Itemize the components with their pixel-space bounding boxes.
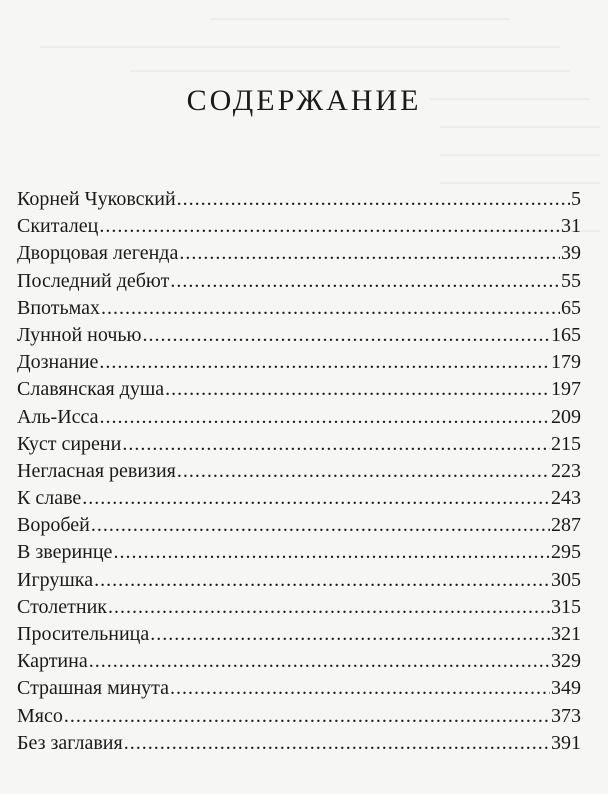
toc-entry-title: Столетник	[17, 595, 108, 618]
toc-entry[interactable]	[17, 213, 581, 240]
toc-entry-page: 305	[551, 568, 581, 591]
toc-entry[interactable]	[17, 539, 581, 566]
toc-entry-title: Дознание	[17, 351, 99, 374]
toc-entry[interactable]	[17, 458, 581, 485]
dot-leader	[101, 295, 560, 322]
toc-entry-page: 321	[551, 623, 581, 645]
toc-entry-page: 197	[551, 378, 581, 401]
dot-leader	[142, 322, 550, 349]
dot-leader	[99, 349, 550, 376]
dot-leader	[124, 730, 550, 757]
toc-entry-title: Куст сирени	[17, 432, 122, 455]
dot-leader	[177, 186, 570, 213]
toc-entry-page: 55	[561, 269, 581, 292]
toc-entry[interactable]	[17, 730, 581, 757]
toc-entry-page: 315	[551, 595, 581, 618]
toc-entry-title: Без заглавия	[17, 731, 123, 754]
dot-leader	[108, 594, 550, 621]
page-title: СОДЕРЖАНИЕ	[186, 84, 422, 117]
toc-entry[interactable]	[17, 675, 581, 702]
toc-entry-title: Славянская душа	[17, 378, 165, 401]
toc-entry-page: 349	[551, 677, 581, 700]
toc-entry[interactable]	[17, 268, 581, 295]
toc-entry-title: Последний дебют	[17, 269, 170, 292]
toc-entry-title: Страшная минута	[17, 677, 170, 700]
toc-entry-page: 179	[551, 351, 581, 374]
toc-entry-page: 209	[551, 405, 581, 428]
toc-entry[interactable]	[17, 376, 581, 403]
dot-leader	[122, 431, 550, 458]
toc-entry-title: Аль-Исса	[17, 405, 99, 428]
toc-entry[interactable]	[17, 594, 581, 621]
toc-entry[interactable]	[17, 322, 581, 349]
toc-entry[interactable]	[17, 404, 581, 431]
dot-leader	[82, 485, 550, 512]
dot-leader	[177, 458, 550, 485]
toc-entry-page: 373	[551, 704, 581, 727]
toc-entry-title: Впотьмах	[17, 296, 101, 319]
toc-entry-page: 31	[561, 215, 581, 238]
toc-entry[interactable]	[17, 512, 581, 539]
toc-entry-page: 243	[551, 487, 581, 510]
toc-entry[interactable]	[17, 703, 581, 730]
dot-leader	[113, 539, 550, 566]
toc-entry-title: Мясо	[17, 704, 63, 727]
dot-leader	[150, 621, 550, 648]
toc-entry-page: 39	[561, 242, 581, 265]
dot-leader	[89, 648, 550, 675]
toc-entry-title: Корней Чуковский	[17, 188, 176, 210]
toc-entry-title: Игрушка	[17, 568, 94, 591]
toc-entry-title: Картина	[17, 650, 88, 673]
toc-entry[interactable]	[17, 295, 581, 322]
toc-entry[interactable]	[17, 621, 581, 648]
toc-entry-page: 391	[551, 731, 581, 754]
toc-entry-title: Дворцовая легенда	[17, 242, 179, 265]
toc-entry[interactable]	[17, 240, 581, 267]
toc-entry-title: Просительница	[17, 623, 150, 645]
dot-leader	[64, 703, 550, 730]
toc-entry[interactable]	[17, 567, 581, 594]
toc-entry[interactable]	[17, 349, 581, 376]
dot-leader	[94, 567, 550, 594]
toc-entry-title: Скиталец	[17, 215, 99, 238]
toc-entry-page: 329	[551, 650, 581, 673]
dot-leader	[100, 404, 550, 431]
toc-entry[interactable]	[17, 648, 581, 675]
toc-entry-title: Лунной ночью	[17, 323, 142, 346]
dot-leader	[91, 512, 550, 539]
toc-entry-page: 165	[551, 323, 581, 346]
toc-entry-page: 287	[551, 514, 581, 537]
dot-leader	[99, 213, 560, 240]
toc-entry-page: 215	[551, 432, 581, 455]
toc-entry[interactable]	[17, 431, 581, 458]
toc-entry-page: 295	[551, 541, 581, 564]
dot-leader	[179, 240, 560, 267]
table-of-contents	[17, 186, 581, 757]
toc-entry-page: 65	[561, 296, 581, 319]
toc-entry-page: 5	[571, 188, 581, 210]
toc-entry-title: Негласная ревизия	[17, 459, 176, 482]
toc-entry-title: К славе	[17, 487, 82, 510]
dot-leader	[165, 376, 550, 403]
toc-entry[interactable]	[17, 485, 581, 512]
toc-entry-title: В зверинце	[17, 541, 113, 564]
dot-leader	[170, 268, 560, 295]
dot-leader	[170, 675, 550, 702]
toc-entry-page: 223	[551, 459, 581, 482]
toc-entry[interactable]	[17, 186, 581, 213]
toc-entry-title: Воробей	[17, 514, 90, 537]
